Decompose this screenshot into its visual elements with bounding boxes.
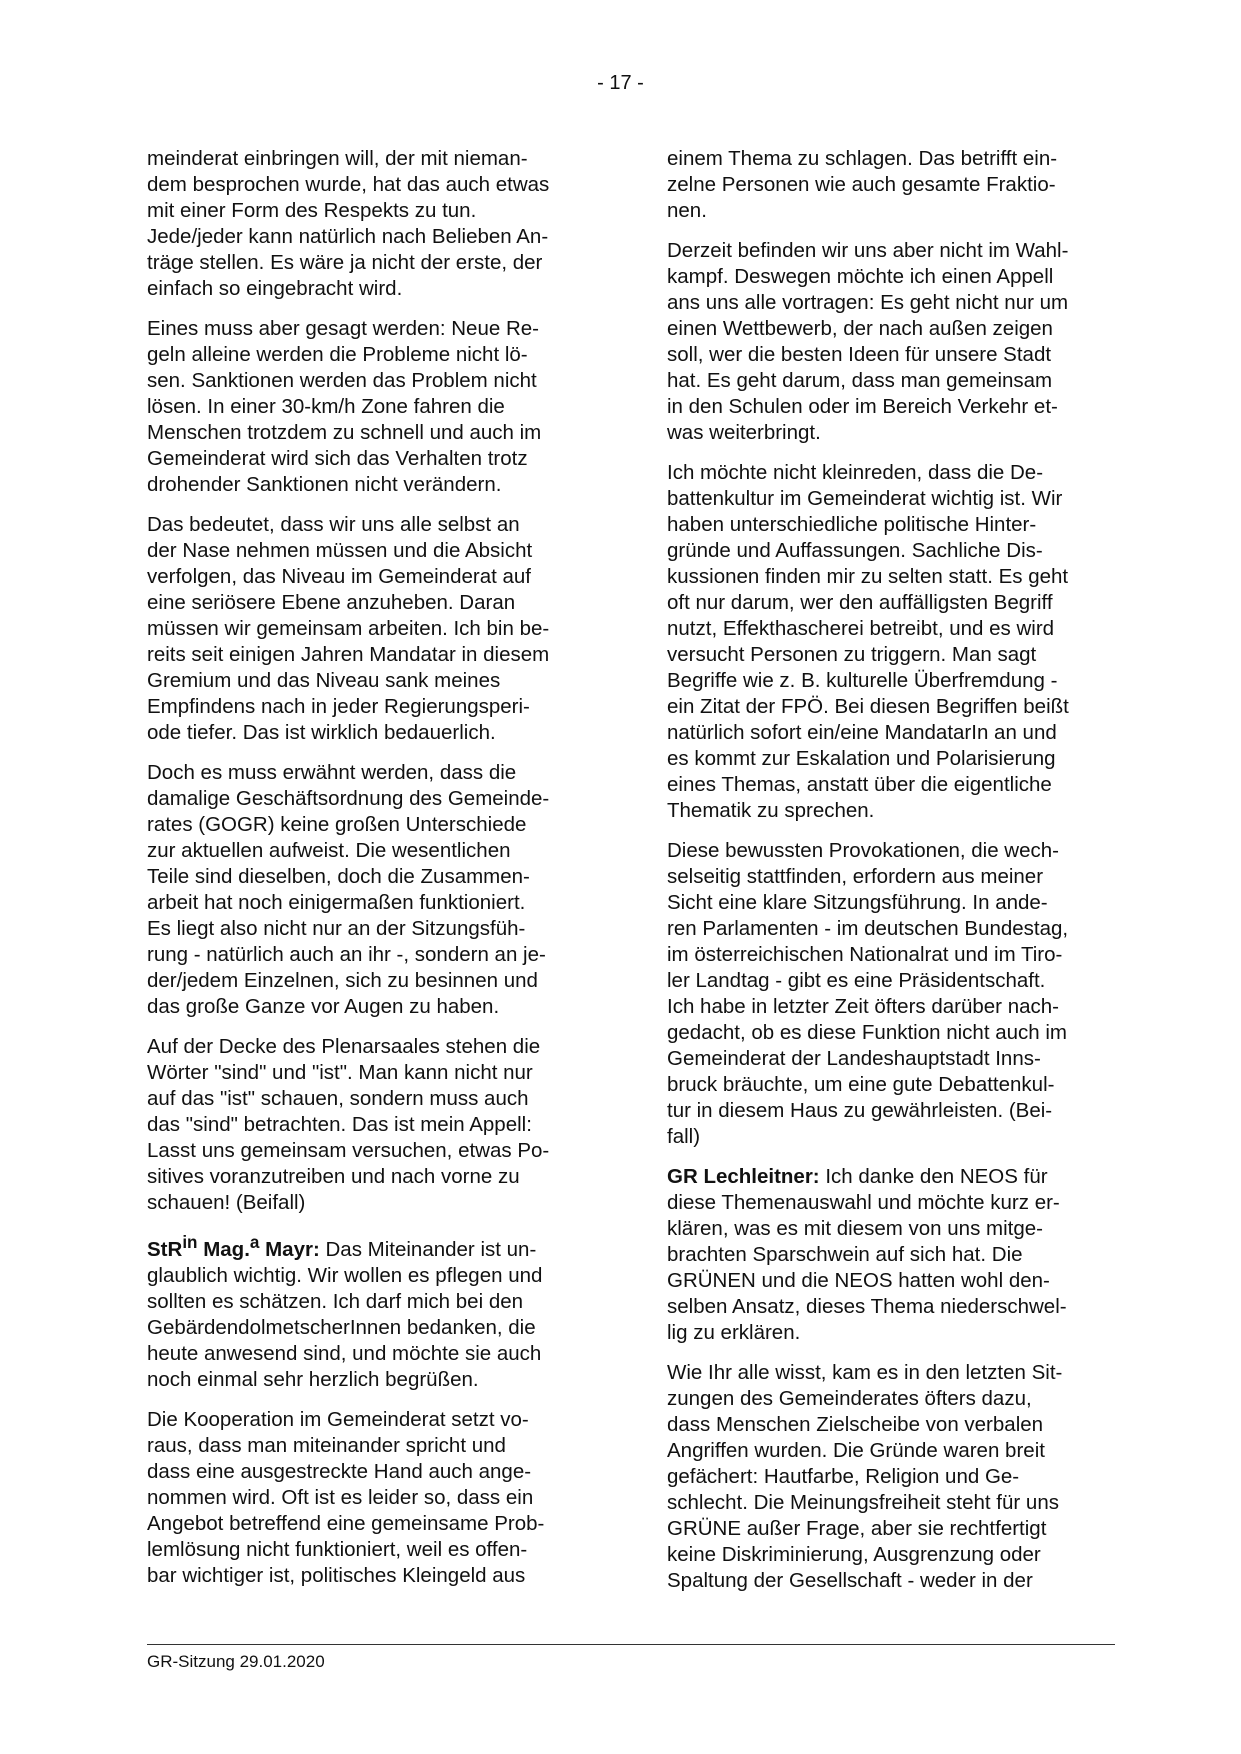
text-line: lig zu erklären. [667,1321,801,1344]
paragraph [147,1407,587,1589]
text-line: Menschen trotzdem zu schnell und auch im [147,421,542,444]
text-line: Begriffe wie z. B. kulturelle Überfremdung - [667,669,1058,692]
text-line: auf das "ist" schauen, sondern muss auch [147,1087,529,1110]
text-line: drohender Sanktionen nicht verändern. [147,473,502,496]
speaker-degree: Mag. [197,1237,250,1261]
text-line: diese Themenauswahl und möchte kurz er- [667,1191,1060,1214]
text-line: dem besprochen wurde, hat das auch etwas [147,173,550,196]
text-line: lemlösung nicht funktioniert, weil es offen- [147,1537,528,1561]
text-line: sitives voranzutreiben und nach vorne zu [147,1165,520,1188]
text-line: Auf der Decke des Plenarsaales stehen die [147,1035,541,1058]
text-line: Lasst uns gemeinsam versuchen, etwas Po- [147,1139,550,1162]
text-line: zungen des Gemeinderates öfters dazu, [667,1387,1032,1410]
paragraph [667,460,1107,824]
text-line: der Nase nehmen müssen und die Absicht [147,539,533,562]
text-line: battenkultur im Gemeinderat wichtig ist. Wir [667,487,1063,510]
text-line: ans uns alle vortragen: Es geht nicht nur um [667,291,1069,314]
text-line [147,1230,587,1263]
text-line: zelne Personen wie auch gesamte Fraktio- [667,173,1056,196]
text-line: arbeit hat noch einigermaßen funktioniert. [147,891,526,914]
text-line: nommen wird. Oft ist es leider so, dass ein [147,1485,534,1509]
speaker-name: GR Lechleitner: [667,1165,820,1188]
text-line: Derzeit befinden wir uns aber nicht im Wahl- [667,239,1069,262]
speech-paragraph [667,1164,1107,1346]
text-line: was weiterbringt. [667,421,821,444]
speech-paragraph [147,1230,587,1393]
paragraph [667,238,1107,446]
text-line: Sicht eine klare Sitzungsführung. In ande- [667,891,1048,914]
text-line: bruck bräuchte, um eine gute Debattenkul- [667,1073,1055,1096]
text-line: das große Ganze vor Augen zu haben. [147,995,500,1018]
footer-session-date: GR-Sitzung 29.01.2020 [147,1652,325,1671]
text-line: selseitig stattfinden, erfordern aus meiner [667,865,1044,888]
text-line: lösen. In einer 30-km/h Zone fahren die [147,395,505,418]
text-line: der/jedem Einzelnen, sich zu besinnen und [147,969,538,992]
paragraph [667,1360,1107,1594]
text-line: bar wichtiger ist, politisches Kleingeld aus [147,1563,526,1587]
text-line: es kommt zur Eskalation und Polarisierung [667,747,1056,770]
text-line: GRÜNEN und die NEOS hatten wohl den- [667,1269,1050,1292]
text-line: Die Kooperation im Gemeinderat setzt vo- [147,1407,529,1431]
paragraph [147,316,587,498]
text-line: müssen wir gemeinsam arbeiten. Ich bin be- [147,617,550,640]
text-line: schauen! (Beifall) [147,1191,306,1214]
paragraph [147,512,587,746]
text-line: Wörter "sind" und "ist". Man kann nicht nur [147,1061,533,1084]
speech-text: Das Miteinander ist un- [319,1237,537,1261]
text-line: Gemeinderat wird sich das Verhalten trotz [147,447,528,470]
text-line: kussionen finden mir zu selten statt. Es geht [667,565,1069,588]
text-line: ler Landtag - gibt es eine Präsidentschaft. [667,969,1046,992]
paragraph [667,838,1107,1150]
text-line: einem Thema zu schlagen. Das betrifft ein- [667,147,1058,170]
text-line: Gemeinderat der Landeshauptstadt Inns- [667,1047,1041,1070]
text-line: hat. Es geht darum, dass man gemeinsam [667,369,1053,392]
text-line: selben Ansatz, dieses Thema niederschwel- [667,1295,1067,1318]
text-line: Empfindens nach in jeder Regierungsperi- [147,695,530,718]
text-line: haben unterschiedliche politische Hinter- [667,513,1037,536]
text-line: geln alleine werden die Probleme nicht lö- [147,343,528,366]
text-line: sollten es schätzen. Ich darf mich bei den [147,1289,524,1313]
text-line: versucht Personen zu triggern. Man sagt [667,643,1037,666]
text-line: heute anwesend sind, und möchte sie auch [147,1341,542,1365]
text-line: meinderat einbringen will, der mit nieman- [147,147,528,170]
text-line: sen. Sanktionen werden das Problem nicht [147,369,537,392]
text-line: Doch es muss erwähnt werden, dass die [147,761,517,784]
text-line: zur aktuellen aufweist. Die wesentlichen [147,839,511,862]
text-line: in den Schulen oder im Bereich Verkehr et- [667,395,1058,418]
text-line: nutzt, Effekthascherei betreibt, und es wird [667,617,1055,640]
text-line: Thematik zu sprechen. [667,799,875,822]
text-line: soll, wer die besten Ideen für unsere Stadt [667,343,1052,366]
text-line: glaublich wichtig. Wir wollen es pflegen und [147,1263,543,1287]
text-line: Das bedeutet, dass wir uns alle selbst an [147,513,520,536]
text-line: reits seit einigen Jahren Mandatar in diesem [147,643,550,666]
text-line: gedacht, ob es diese Funktion nicht auch im [667,1021,1067,1044]
speaker-surname: Mayr: [259,1237,320,1261]
text-line: Wie Ihr alle wisst, kam es in den letzten Sit- [667,1361,1063,1384]
text-line: noch einmal sehr herzlich begrüßen. [147,1367,479,1391]
speech-text: Ich danke den NEOS für [819,1165,1048,1188]
speaker-title: StR [147,1237,183,1261]
text-line: schlecht. Die Meinungsfreiheit steht für uns [667,1491,1059,1514]
paragraph [667,146,1107,224]
page-number: - 17 - [597,72,644,94]
text-line: Teile sind dieselben, doch die Zusammen- [147,865,530,888]
text-line: Angriffen wurden. Die Gründe waren breit [667,1439,1045,1462]
text-line: GRÜNE außer Frage, aber sie rechtfertigt [667,1517,1047,1540]
text-line: ode tiefer. Das ist wirklich bedauerlich. [147,721,496,744]
text-line [667,1164,1107,1190]
text-line: Es liegt also nicht nur an der Sitzungsfüh- [147,917,526,940]
text-line: Diese bewussten Provokationen, die wech- [667,839,1059,862]
text-line: dass eine ausgestreckte Hand auch ange- [147,1459,532,1483]
paragraph [147,1034,587,1216]
text-line: Ich habe in letzter Zeit öfters darüber nach- [667,995,1059,1018]
text-line: GebärdendolmetscherInnen bedanken, die [147,1315,536,1339]
text-line: verfolgen, das Niveau im Gemeinderat auf [147,565,532,588]
text-line: rates (GOGR) keine großen Unterschiede [147,813,527,836]
text-line: mit einer Form des Respekts zu tun. [147,199,477,222]
text-line: ren Parlamenten - im deutschen Bundestag, [667,917,1069,940]
text-line: nen. [667,199,707,222]
text-line: Jede/jeder kann natürlich nach Belieben An- [147,225,549,248]
text-line: gefächert: Hautfarbe, Religion und Ge- [667,1465,1020,1488]
text-line: das "sind" betrachten. Das ist mein Appell: [147,1113,532,1136]
footer-divider [147,1644,1115,1645]
text-line: eines Themas, anstatt über die eigentliche [667,773,1052,796]
paragraph [147,146,587,302]
text-line: oft nur darum, wer den auffälligsten Begriff [667,591,1053,614]
text-line: gründe und Auffassungen. Sachliche Dis- [667,539,1043,562]
text-line: dass Menschen Zielscheibe von verbalen [667,1413,1044,1436]
text-line: im österreichischen Nationalrat und im Tiro- [667,943,1063,966]
text-line: Spaltung der Gesellschaft - weder in der [667,1569,1033,1592]
speaker-title-superscript: in [182,1233,198,1252]
text-line: Gremium und das Niveau sank meines [147,669,501,692]
left-column [147,146,587,1603]
speaker-name [147,1233,320,1261]
text-line: eine seriösere Ebene anzuheben. Daran [147,591,516,614]
text-line: ein Zitat der FPÖ. Bei diesen Begriffen beißt [667,695,1069,718]
right-column [667,146,1107,1608]
text-line: damalige Geschäftsordnung des Gemeinde- [147,787,550,810]
text-line: raus, dass man miteinander spricht und [147,1433,506,1457]
text-line: keine Diskriminierung, Ausgrenzung oder [667,1543,1041,1566]
paragraph [147,760,587,1020]
text-line: Eines muss aber gesagt werden: Neue Re- [147,317,539,340]
text-line: tur in diesem Haus zu gewährleisten. (Bei- [667,1099,1053,1122]
speaker-degree-superscript: a [249,1233,260,1252]
text-line: kampf. Deswegen möchte ich einen Appell [667,265,1054,288]
text-line: natürlich sofort ein/eine MandatarIn an und [667,721,1057,744]
text-line: Angebot betreffend eine gemeinsame Prob- [147,1511,545,1535]
text-line: einfach so eingebracht wird. [147,277,403,300]
text-line: einen Wettbewerb, der nach außen zeigen [667,317,1053,340]
text-line: klären, was es mit diesem von uns mitge- [667,1217,1043,1240]
text-line: träge stellen. Es wäre ja nicht der erste, der [147,251,543,274]
text-line: brachten Sparschwein auf sich hat. Die [667,1243,1023,1266]
text-line: Ich möchte nicht kleinreden, dass die De- [667,461,1044,484]
text-line: fall) [667,1125,701,1148]
text-line: rung - natürlich auch an ihr -, sondern an je- [147,943,546,966]
